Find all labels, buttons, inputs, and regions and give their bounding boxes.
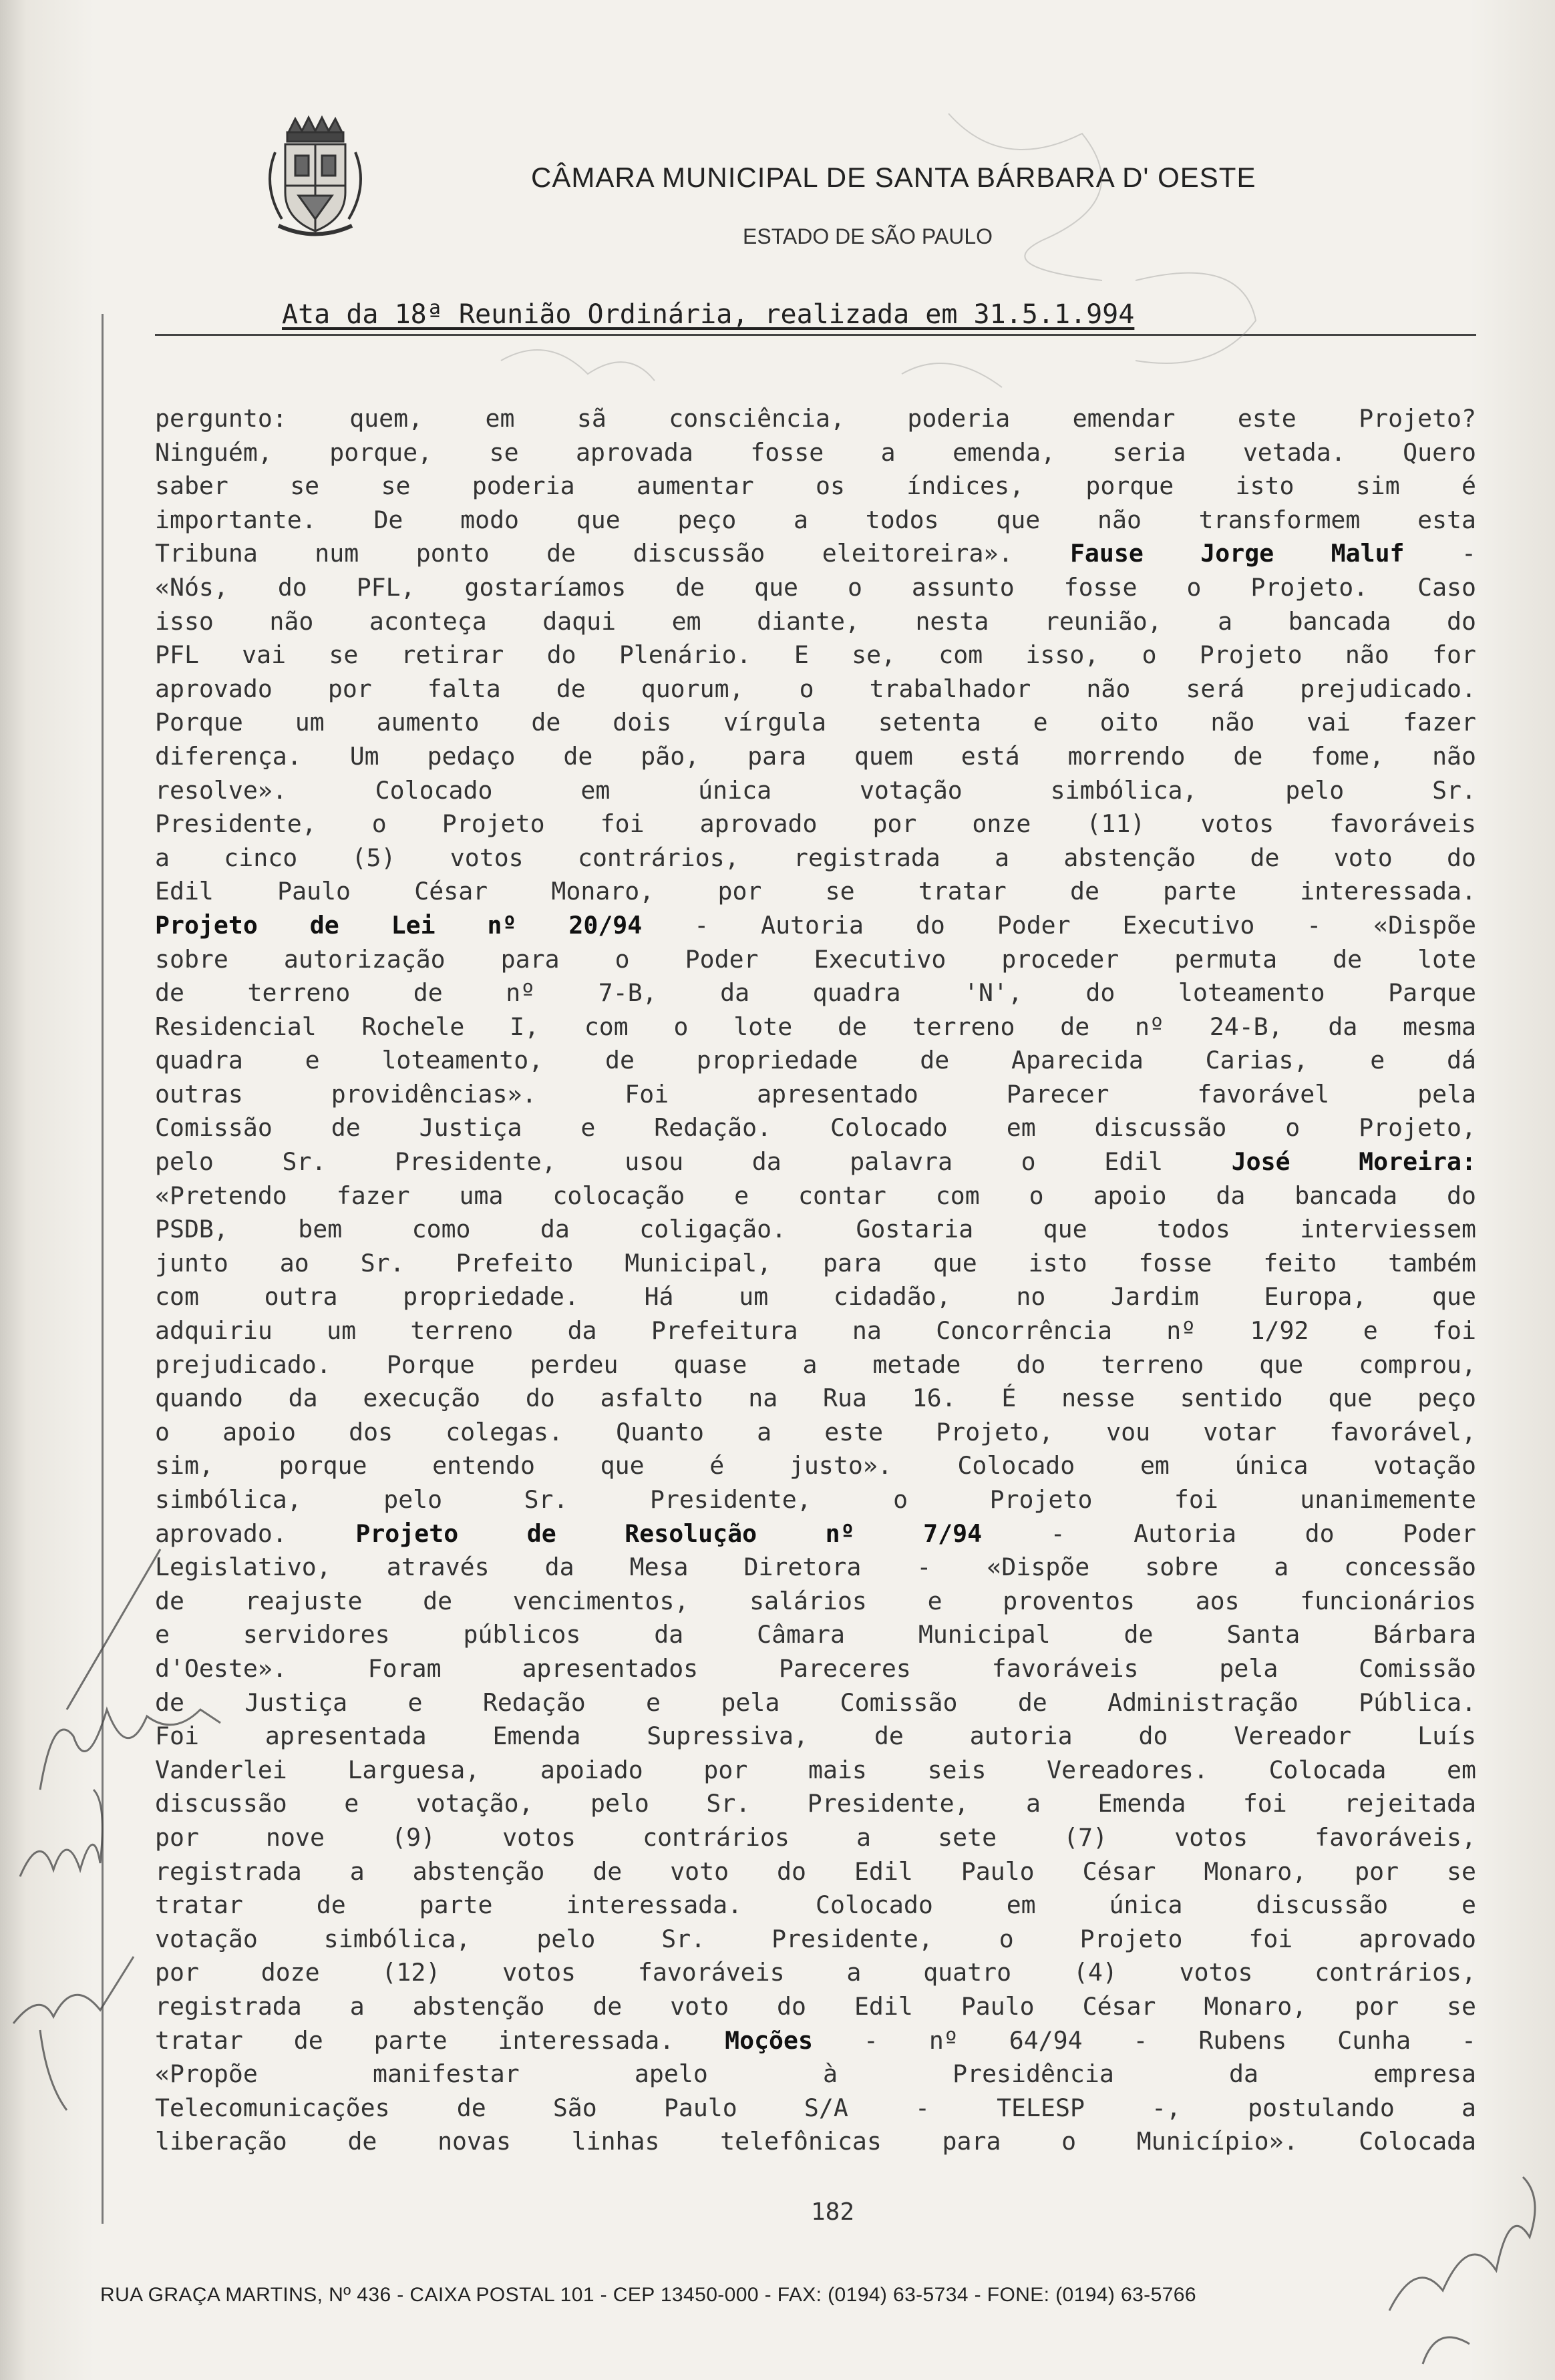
text-line: outras providências». Foi apresentado Parecer favorável pela [155, 1079, 1476, 1109]
text-line: isso não aconteça daqui em diante, nesta reunião, a bancada do [155, 606, 1476, 636]
text-line: registrada a abstenção de voto do Edil Paulo César Monaro, por se [155, 1991, 1476, 2021]
text-line: tratar de parte interessada. Colocado em única discussão e [155, 1891, 1476, 1920]
text-line: prejudicado. Porque perdeu quase a metade do terreno que comprou, [155, 1350, 1476, 1379]
text-line: registrada a abstenção de voto do Edil Paulo César Monaro, por se [155, 1856, 1476, 1886]
text-line: de Justiça e Redação e pela Comissão de Administração Pública. [155, 1688, 1476, 1717]
text-line: junto ao Sr. Prefeito Municipal, para que isto fosse feito também [155, 1248, 1476, 1277]
text-line: Presidente, o Projeto foi aprovado por onze (11) votos favoráveis [155, 809, 1476, 839]
text-line: Projeto de Lei nº 20/94 - Autoria do Poder Executivo - «Dispõe [155, 910, 1476, 940]
text-line: com outra propriedade. Há um cidadão, no Jardim Europa, que [155, 1282, 1476, 1312]
institution-subtitle: ESTADO DE SÃO PAULO [743, 224, 993, 248]
text-line: «Nós, do PFL, gostaríamos de que o assunto fosse o Projeto. Caso [155, 572, 1476, 602]
text-line: Edil Paulo César Monaro, por se tratar de parte interessada. [155, 877, 1476, 906]
coat-of-arms-icon [248, 112, 382, 246]
text-line: PSDB, bem como da coligação. Gostaria que todos interviessem [155, 1215, 1476, 1244]
text-line: e servidores públicos da Câmara Municipal de Santa Bárbara [155, 1620, 1476, 1649]
text-line: quando da execução do asfalto na Rua 16. É nesse sentido que peço [155, 1384, 1476, 1413]
text-line: tratar de parte interessada. Moções - nº 64/94 - Rubens Cunha - [155, 2025, 1476, 2055]
text-line: sobre autorização para o Poder Executivo proceder permuta de lote [155, 944, 1476, 974]
text-line: Comissão de Justiça e Redação. Colocado em discussão o Projeto, [155, 1113, 1476, 1143]
text-line: d'Oeste». Foram apresentados Pareceres favoráveis pela Comissão [155, 1653, 1476, 1683]
text-line: adquiriu um terreno da Prefeitura na Concorrência nº 1/92 e foi [155, 1316, 1476, 1346]
text-line: quadra e loteamento, de propriedade de Aparecida Carias, e dá [155, 1046, 1476, 1075]
text-line: «Propõe manifestar apelo à Presidência da empresa [155, 2059, 1476, 2089]
text-line: diferença. Um pedaço de pão, para quem está morrendo de fome, não [155, 741, 1476, 771]
text-line: resolve». Colocado em única votação simbólica, pelo Sr. [155, 775, 1476, 805]
text-line: Ninguém, porque, se aprovada fosse a emenda, seria vetada. Quero [155, 437, 1476, 467]
text-line: liberação de novas linhas telefônicas para o Município». Colocada [155, 2127, 1476, 2156]
text-line: por nove (9) votos contrários a sete (7) votos favoráveis, [155, 1822, 1476, 1852]
text-line: de terreno de nº 7-B, da quadra 'N', do loteamento Parque [155, 978, 1476, 1008]
text-line: Foi apresentada Emenda Supressiva, de autoria do Vereador Luís [155, 1722, 1476, 1751]
text-line: «Pretendo fazer uma colocação e contar com o apoio da bancada do [155, 1181, 1476, 1210]
text-line: Legislativo, através da Mesa Diretora - «Dispõe sobre a concessão [155, 1553, 1476, 1582]
text-line: votação simbólica, pelo Sr. Presidente, o Projeto foi aprovado [155, 1924, 1476, 1953]
text-line: Residencial Rochele I, com o lote de terreno de nº 24-B, da mesma [155, 1012, 1476, 1041]
text-line: simbólica, pelo Sr. Presidente, o Projeto foi unanimemente [155, 1485, 1476, 1514]
text-line: aprovado por falta de quorum, o trabalhador não será prejudicado. [155, 674, 1476, 703]
text-line: PFL vai se retirar do Plenário. E se, com isso, o Projeto não for [155, 640, 1476, 670]
text-line: Tribuna num ponto de discussão eleitoreira». Fause Jorge Maluf - [155, 539, 1476, 568]
title-divider [155, 334, 1476, 336]
text-line: de reajuste de vencimentos, salários e proventos aos funcionários [155, 1586, 1476, 1615]
text-line: discussão e votação, pelo Sr. Presidente, a Emenda foi rejeitada [155, 1789, 1476, 1818]
text-line: aprovado. Projeto de Resolução nº 7/94 - Autoria do Poder [155, 1519, 1476, 1548]
text-line: importante. De modo que peço a todos que não transformem esta [155, 505, 1476, 534]
minutes-body [155, 402, 1476, 2159]
text-line: sim, porque entendo que é justo». Colocado em única votação [155, 1451, 1476, 1480]
text-line: saber se se poderia aumentar os índices, porque isto sim é [155, 471, 1476, 501]
institution-title: CÂMARA MUNICIPAL DE SANTA BÁRBARA D' OESTE [531, 162, 1256, 193]
document-title: Ata da 18ª Reunião Ordinária, realizada em 31.5.1.994 [282, 299, 1135, 330]
address-footer: RUA GRAÇA MARTINS, Nº 436 - CAIXA POSTAL 101 - CEP 13450-000 - FAX: (0194) 63-5734 - FONE: (0194) 63-5766 [100, 2284, 1196, 2306]
text-line: o apoio dos colegas. Quanto a este Projeto, vou votar favorável, [155, 1417, 1476, 1446]
text-line: por doze (12) votos favoráveis a quatro (4) votos contrários, [155, 1958, 1476, 1987]
text-line: Telecomunicações de São Paulo S/A - TELESP -, postulando a [155, 2093, 1476, 2122]
text-line: a cinco (5) votos contrários, registrada a abstenção de voto do [155, 843, 1476, 872]
left-margin-rule [102, 314, 104, 2224]
page-number: 182 [811, 2198, 855, 2226]
text-line: Porque um aumento de dois vírgula setenta e oito não vai fazer [155, 708, 1476, 737]
text-line: Vanderlei Larguesa, apoiado por mais seis Vereadores. Colocada em [155, 1755, 1476, 1784]
text-line: pelo Sr. Presidente, usou da palavra o Edil José Moreira: [155, 1147, 1476, 1177]
text-line: pergunto: quem, em sã consciência, poderia emendar este Projeto? [155, 404, 1476, 433]
